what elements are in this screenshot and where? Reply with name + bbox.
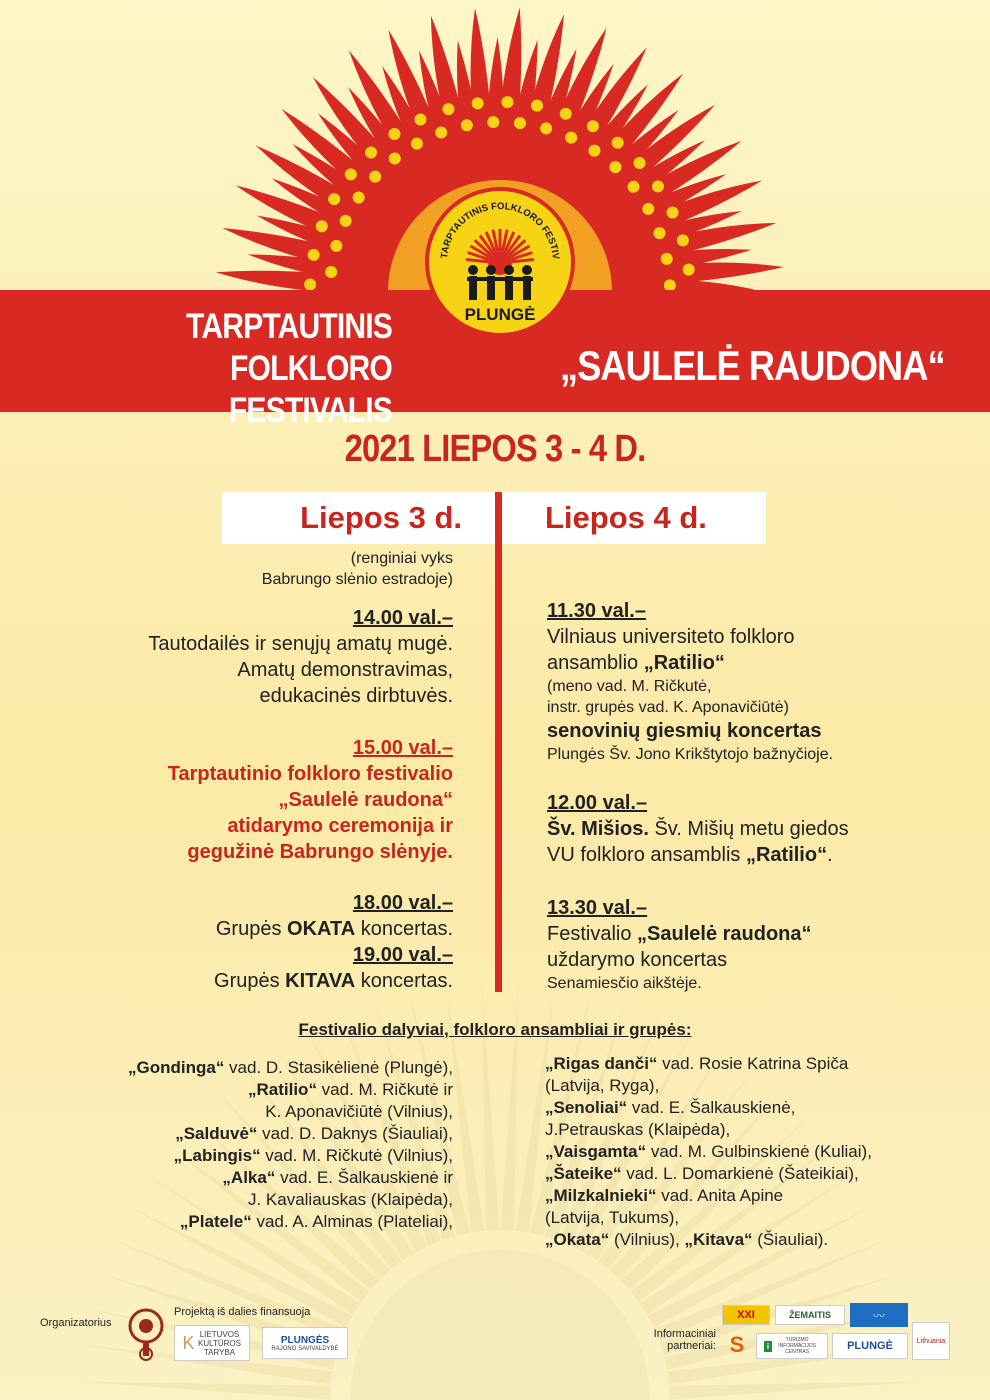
partners-label: Informaciniai partneriai: <box>653 1328 716 1352</box>
logo-arc-text: TARPTAUTINIS FOLKLORO FESTIV <box>439 200 561 260</box>
partner-logo-1: XXI <box>722 1305 770 1325</box>
title-line-1: TARPTAUTINIS <box>186 307 392 346</box>
festival-name: „SAULELĖ RAUDONA“ <box>560 342 945 389</box>
banner-title <box>89 306 392 432</box>
day2-event-1: 11.30 val.– Vilniaus universiteto folkloro ansamblio „Ratilio“ (meno vad. M. Ričkutė, instr. grupės vad. K. Aponavičiūtė) senovinių giesmių koncertas Plungės Šv. Jono Krikštytojo bažnyčioje. <box>547 600 834 763</box>
lithuania-logo: Lithuania <box>912 1322 950 1360</box>
list-item: „Senoliai“ vad. E. Šalkauskienė, <box>545 1098 796 1117</box>
culture-council-logo: K LIETUVOS KULTŪROS TARYBA <box>174 1325 250 1361</box>
day1-event-2: 15.00 val.– Tarptautinio folkloro festivalio „Saulelė raudona“ atidarymo ceremonija ir gegužinė Babrungo slėnyje. <box>40 735 453 865</box>
list-item: (Latvija, Ryga), <box>545 1076 660 1095</box>
list-item: „Rigas danči“ vad. Rosie Katrina Spiča <box>545 1054 849 1073</box>
participants-left <box>40 1057 453 1233</box>
list-item: J.Petrauskas (Klaipėda), <box>545 1120 731 1139</box>
event-time: 18.00 val. <box>352 892 442 914</box>
participants-right <box>545 1053 955 1251</box>
plunge-partner-logo: PLUNGĖ <box>832 1333 908 1359</box>
event-time: 19.00 val. <box>352 944 442 966</box>
partner-logo-3: 〰 <box>850 1303 908 1327</box>
list-item: (Latvija, Tukums), <box>545 1208 680 1227</box>
list-item: „Platele“ vad. A. Alminas (Plateliai), <box>179 1212 453 1231</box>
list-item: K. Aponavičiūtė (Vilnius), <box>265 1102 453 1121</box>
list-item: „Šateike“ vad. L. Domarkienė (Šateikiai), <box>545 1164 859 1183</box>
event-time: 14.00 val. <box>352 607 442 629</box>
event-time: 13.30 val. <box>547 897 636 919</box>
day1-venue: (renginiai vyks Babrungo slėnio estradoje) <box>261 550 453 588</box>
list-item: „Salduvė“ vad. D. Daknys (Šiauliai), <box>175 1124 453 1143</box>
organizer-emblem-icon <box>128 1302 164 1362</box>
day2-heading: Liepos 4 d. <box>545 500 707 535</box>
festival-date: 2021 LIEPOS 3 - 4 D. <box>344 428 646 470</box>
list-item: „Labingis“ vad. M. Ričkutė (Vilnius), <box>173 1146 453 1165</box>
event-time: 12.00 val. <box>547 792 636 814</box>
day2-event-2: 12.00 val.– Šv. Mišios. Šv. Mišių metu giedos VU folkloro ansamblis „Ratilio“. <box>547 792 849 866</box>
event-time: 11.30 val. <box>547 600 635 622</box>
day1-event-1: 14.00 val.– Tautodailės ir senųjų amatų mugė. Amatų demonstravimas, edukacinės dirbtuvės. <box>148 607 453 707</box>
list-item: „Alka“ vad. E. Šalkauskienė ir <box>222 1168 453 1187</box>
event-time: 15.00 val.– <box>352 737 453 759</box>
partner-logo-4: S <box>729 1332 745 1357</box>
day2-event-3: 13.30 val.– Festivalio „Saulelė raudona“ uždarymo koncertas Senamiesčio aikštėje. <box>547 897 812 992</box>
list-item: „Okata“ (Vilnius), „Kitava“ (Šiauliai). <box>545 1230 829 1249</box>
partner-logo-2: ŽEMAITIS <box>775 1305 845 1325</box>
list-item: „Ratilio“ vad. M. Ričkutė ir <box>248 1080 453 1099</box>
plunge-municipality-logo: PLUNGĖS RAJONO SAVIVALDYBĖ <box>262 1327 348 1359</box>
tourism-center-logo: i TURIZMO INFORMACIJOS CENTRAS <box>756 1333 828 1359</box>
day1-heading: Liepos 3 d. <box>300 500 462 535</box>
list-item: „Gondinga“ vad. D. Stasikėlienė (Plungė), <box>128 1058 453 1077</box>
column-divider <box>495 492 502 992</box>
title-line-2: FOLKLORO FESTIVALIS <box>228 349 392 430</box>
day1-event-3: 18.00 val.– Grupės OKATA koncertas. 19.00 val.– Grupės KITAVA koncertas. <box>214 892 453 992</box>
funded-label: Projektą iš dalies finansuoja <box>174 1306 311 1318</box>
organizer-label: Organizatorius <box>40 1317 112 1329</box>
logo-town: PLUNGĖ <box>464 305 536 324</box>
participants-title: Festivalio dalyviai, folkloro ansambliai ir grupės: <box>298 1020 692 1039</box>
list-item: J. Kavaliauskas (Klaipėda), <box>247 1190 453 1209</box>
list-item: „Milzkalnieki“ vad. Anita Apine <box>545 1186 784 1205</box>
list-item: „Vaisgamta“ vad. M. Gulbinskienė (Kuliai), <box>545 1142 872 1161</box>
